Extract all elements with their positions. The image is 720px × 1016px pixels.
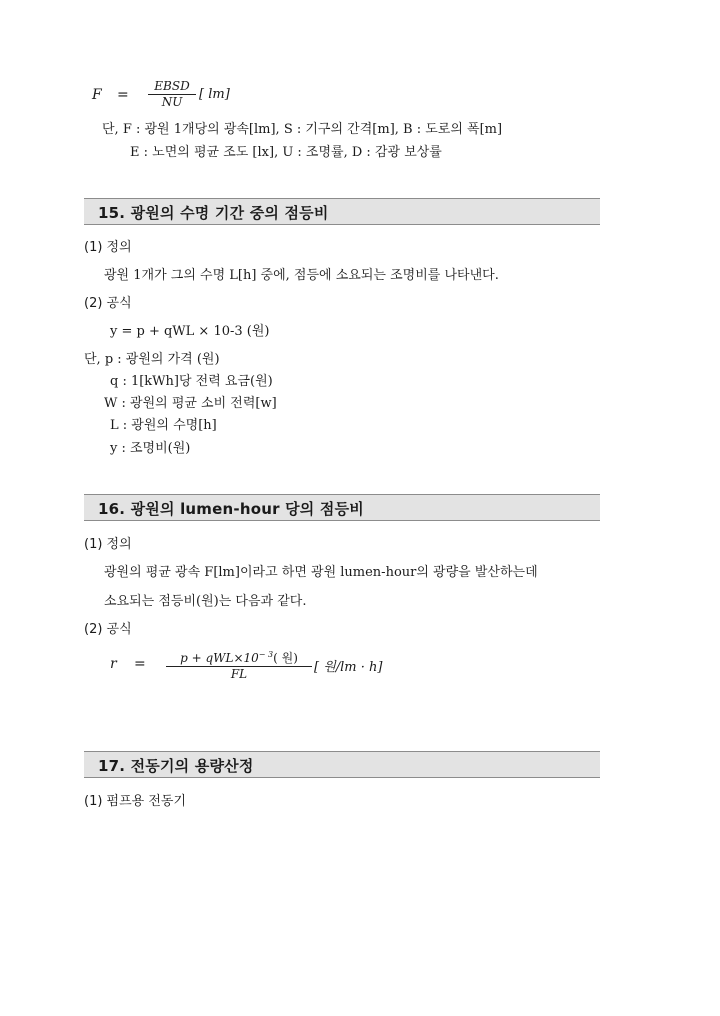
section-16-title: 16. 광원의 lumen-hour 당의 점등비 [98,500,364,518]
section-15-variable: y : 조명비(원) [110,441,191,456]
section-15-header [84,198,600,225]
section-15-definition-text: 광원 1개가 그의 수명 L[h] 중에, 점등에 소요되는 조명비를 나타낸다. [104,268,499,283]
section-15-subheading-formula: (2) 공식 [84,296,132,311]
section-17-header [84,751,600,778]
section-15-variable: q : 1[kWh]당 전력 요금(원) [110,374,273,389]
formula-f-definition-line1: 단, F : 광원 1개당의 광속[lm], S : 기구의 간격[m], B : 도로의 폭[m] [102,122,503,137]
section-16-definition-line2: 소요되는 점등비(원)는 다음과 같다. [104,594,307,609]
formula-r-fraction [166,647,312,682]
section-16-subheading-formula: (2) 공식 [84,622,132,637]
section-15-variable: 단, p : 광원의 가격 (원) [84,352,220,367]
formula-f-unit: [ lm] [199,87,230,102]
formula-r-numerator-unit: ( 원) [273,651,298,665]
section-15-formula: y = p + qWL × 10-3 (원) [110,324,270,339]
formula-f-equals: = [117,87,129,103]
section-15-subheading-definition: (1) 정의 [84,240,132,255]
formula-r-numerator-main: p + qWL×10 [180,651,259,665]
section-16-header [84,494,600,521]
formula-r-equals: = [134,656,146,672]
formula-r-denominator: FL [230,667,248,681]
formula-r-numerator-exponent: − 3 [258,650,274,659]
formula-f-denominator: NU [161,95,183,109]
section-16-subheading-definition: (1) 정의 [84,537,132,552]
section-17-subheading-pump-motor: (1) 펌프용 전동기 [84,794,187,809]
formula-r-unit: [ 원/lm · h] [314,660,383,675]
formula-f-definition-line2: E : 노면의 평균 조도 [lx], U : 조명률, D : 감광 보상률 [130,145,442,160]
section-15-variable: L : 광원의 수명[h] [110,418,217,433]
formula-f-numerator: EBSD [154,79,190,93]
formula-r-numerator [166,647,312,666]
section-15-title: 15. 광원의 수명 기간 중의 점등비 [98,204,329,222]
section-16-definition-line1: 광원의 평균 광속 F[lm]이라고 하면 광원 lumen-hour의 광량을 발산하는데 [104,565,538,580]
formula-f-lhs: F [92,87,102,103]
formula-r-lhs: r [110,656,117,672]
formula-f-fraction [148,79,196,110]
section-17-title: 17. 전동기의 용량산정 [98,757,254,775]
section-15-variable: W : 광원의 평균 소비 전력[w] [104,396,277,411]
